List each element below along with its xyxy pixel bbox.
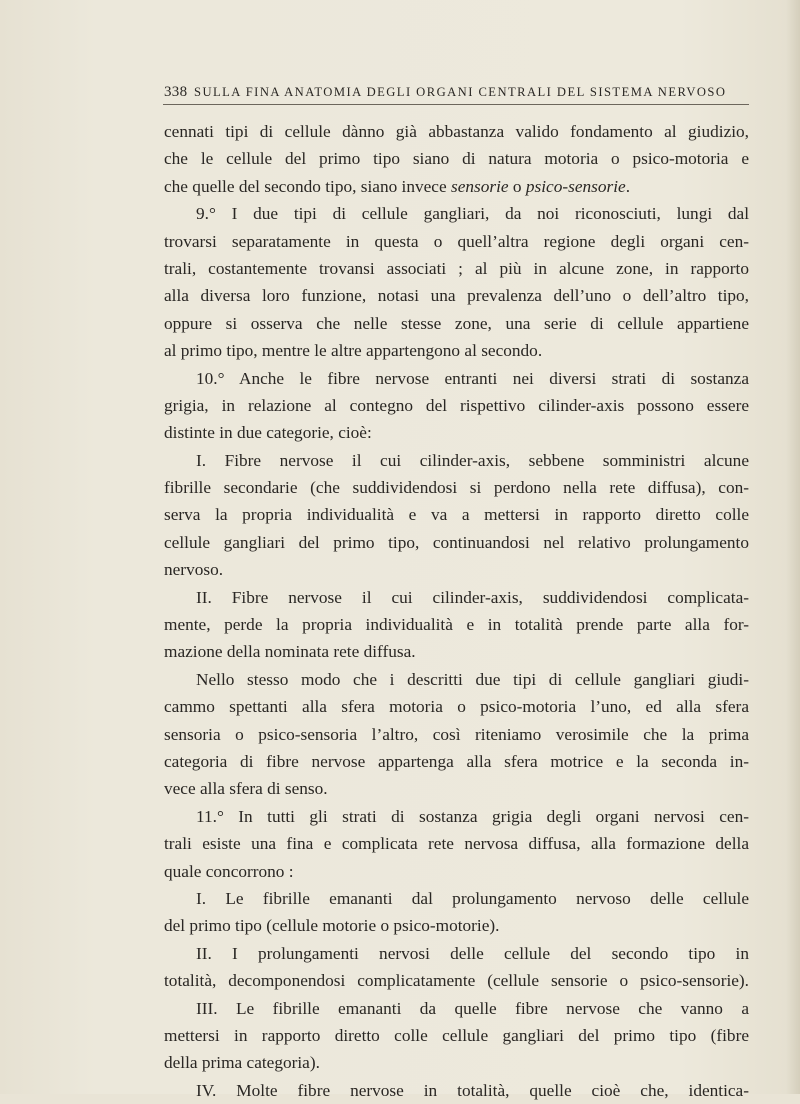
- text-line-22: cammo spettanti alla sfera motoria o psico-motoria l’uno, ed alla sfera: [164, 697, 749, 717]
- text-line-21: Nello stesso modo che i descritti due tipi di cellule gangliari giudi-: [196, 669, 749, 689]
- text-line-3-b: o: [508, 176, 526, 196]
- text-line-8: oppure si osserva che nelle stesse zone, una serie di cellule appartiene: [164, 313, 749, 333]
- text-line-25: vece alla sfera di senso.: [164, 779, 328, 799]
- text-line-3-a: che quelle del secondo tipo, siano invece: [164, 176, 451, 196]
- text-line-2: che le cellule del primo tipo siano di natura motoria o psico-motoria e: [164, 149, 749, 169]
- text-line-31: II. I prolungamenti nervosi delle cellule del secondo tipo in: [196, 943, 749, 963]
- text-line-15: serva la propria individualità e va a mettersi in rapporto diretto colle: [164, 505, 749, 525]
- body-text: [164, 118, 749, 1104]
- text-line-18: II. Fibre nervose il cui cilinder-axis, suddividendosi complicata-: [196, 587, 749, 607]
- page-header: [164, 84, 748, 106]
- text-line-33: III. Le fibrille emananti da quelle fibre nervose che vanno a: [196, 998, 749, 1018]
- text-line-3-c: .: [625, 176, 631, 196]
- page-edge-shadow: [786, 0, 800, 1094]
- text-line-29: I. Le fibrille emananti dal prolungamento nervoso delle cellule: [196, 888, 749, 908]
- running-head: SULLA FINA ANATOMIA DEGLI ORGANI CENTRALI DEL SISTEMA NERVOSO: [194, 85, 727, 99]
- text-line-26: 11.° In tutti gli strati di sostanza grigia degli organi nervosi cen-: [196, 806, 749, 826]
- text-line-4: 9.° I due tipi di cellule gangliari, da noi riconosciuti, lungi dal: [196, 204, 749, 224]
- text-line-5: trovarsi separatamente in questa o quell’altra regione degli organi cen-: [164, 231, 749, 251]
- text-line-28: quale concorrono :: [164, 861, 294, 881]
- text-line-32: totalità, decomponendosi complicatamente (cellule sensorie o psico-sensorie).: [164, 971, 749, 991]
- text-line-6: trali, costantemente trovansi associati ; al più in alcune zone, in rapporto: [164, 258, 749, 278]
- italic-term-psico-sensorie: psico-sensorie: [525, 176, 626, 196]
- text-line-3: [164, 173, 749, 200]
- text-line-17: nervoso.: [164, 560, 224, 580]
- italic-term-sensorie: sensorie: [450, 176, 509, 196]
- text-line-13: I. Fibre nervose il cui cilinder-axis, sebbene somministri alcune: [196, 450, 749, 470]
- text-line-34: mettersi in rapporto diretto colle cellule gangliari del primo tipo (fibre: [164, 1025, 749, 1045]
- page-number: 338: [164, 84, 188, 100]
- text-line-10: 10.° Anche le fibre nervose entranti nei diversi strati di sostanza: [196, 368, 749, 388]
- text-line-11: grigia, in relazione al contegno del rispettivo cilinder-axis possono essere: [164, 395, 749, 415]
- text-line-7: alla diversa loro funzione, notasi una prevalenza dell’uno o dell’altro tipo,: [164, 286, 749, 306]
- text-line-27: trali esiste una fina e complicata rete nervosa diffusa, alla formazione della: [164, 834, 749, 854]
- header-rule: [163, 104, 749, 105]
- text-line-35: della prima categoria).: [164, 1053, 320, 1073]
- text-line-23: sensoria o psico-sensoria l’altro, così riteniamo verosimile che la prima: [164, 724, 749, 744]
- text-line-12: distinte in due categorie, cioè:: [164, 423, 372, 443]
- text-line-16: cellule gangliari del primo tipo, continuandosi nel relativo prolungamento: [164, 532, 749, 552]
- text-line-9: al primo tipo, mentre le altre appartengono al secondo.: [164, 341, 543, 361]
- text-line-19: mente, perde la propria individualità e in totalità prende parte alla for-: [164, 615, 749, 635]
- text-line-14: fibrille secondarie (che suddividendosi si perdono nella rete diffusa), con-: [164, 478, 749, 498]
- text-line-24: categoria di fibre nervose appartenga alla sfera motrice e la seconda in-: [164, 751, 749, 771]
- text-line-1: cennati tipi di cellule dànno già abbastanza valido fondamento al giudizio,: [164, 122, 749, 141]
- text-line-36: IV. Molte fibre nervose in totalità, quelle cioè che, identica-: [196, 1080, 749, 1100]
- text-line-20: mazione della nominata rete diffusa.: [164, 642, 416, 662]
- text-line-30: del primo tipo (cellule motorie o psico-motorie).: [164, 916, 500, 936]
